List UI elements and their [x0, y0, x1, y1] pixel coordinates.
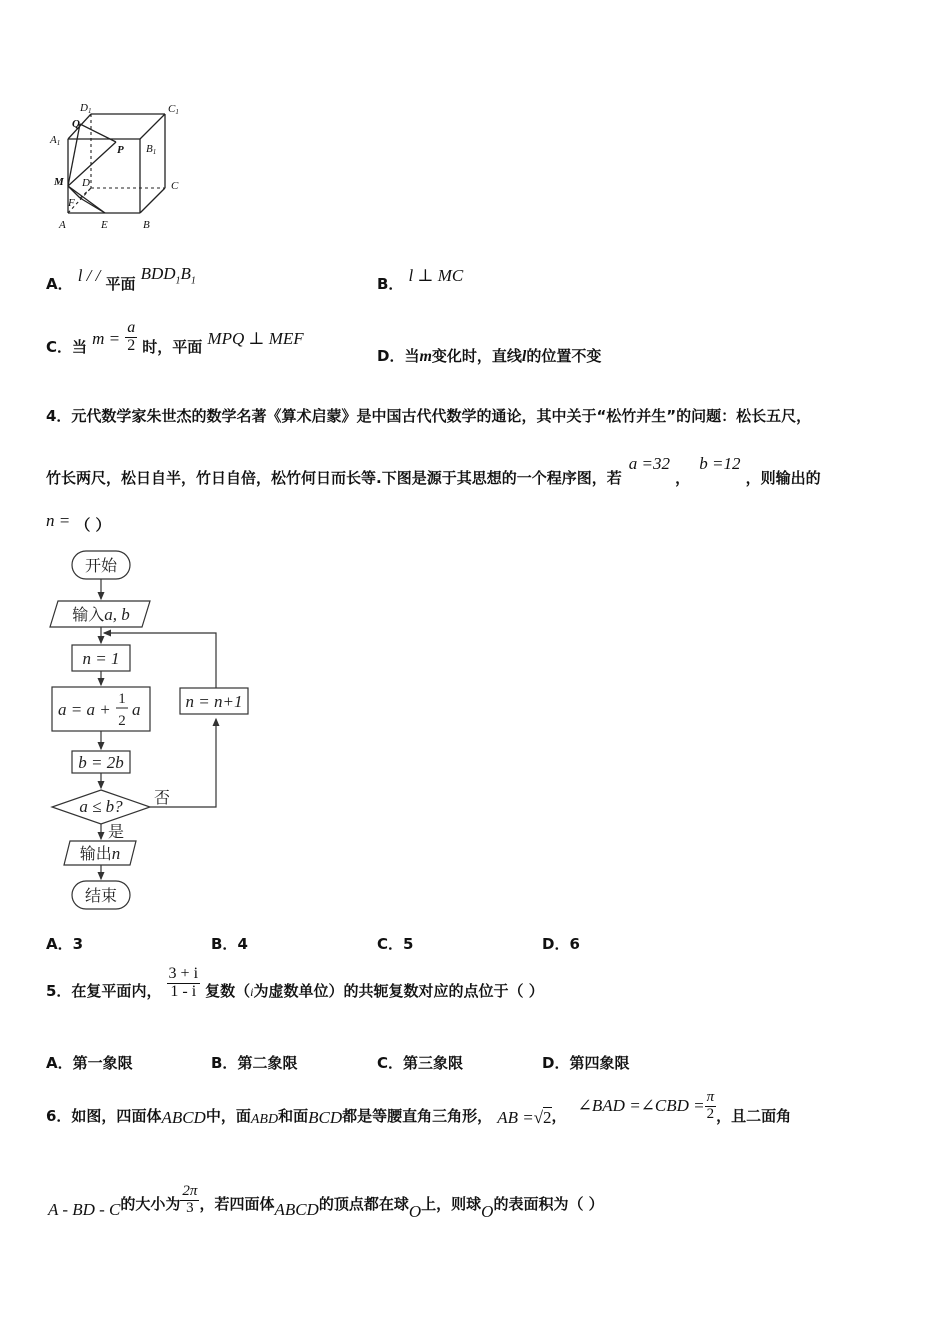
flow-condition-label: a ≤ b?: [79, 797, 123, 816]
flow-yes-label: 是: [108, 822, 125, 841]
q4-option-c: C．5: [377, 935, 414, 953]
q4-line3: n = （ ）: [46, 511, 111, 534]
flow-assign-a-rhs: a: [132, 700, 141, 719]
label-a: A: [59, 219, 66, 231]
flow-loop-back-line: [104, 633, 216, 688]
line-f-d-hidden: [80, 188, 91, 198]
q4-option-b: B．4: [211, 935, 248, 953]
q5-option-b: B．第二象限: [211, 1054, 298, 1072]
flow-assign-a-den: 2: [118, 713, 126, 729]
edge-b1-c1: [140, 114, 165, 139]
label-m: M: [54, 176, 64, 188]
label-b1: B1: [146, 143, 157, 156]
flow-no-label: 否: [154, 788, 171, 807]
cube-figure: [44, 96, 194, 236]
label-e: E: [101, 219, 108, 231]
edge-b-c: [140, 188, 165, 213]
label-b: B: [143, 219, 150, 231]
flow-assign-a-num: 1: [118, 691, 126, 707]
q4-line2: 竹长两尺，松日自半，竹日自倍，松竹何日而长等.下图是源于其思想的一个程序图，若 a =32 ， b =12 ，则输出的: [46, 454, 821, 487]
q6-line1: 6．如图，四面体ABCD中，面ABD和面BCD都是等腰直角三角形， AB =√2， ∠BAD =∠CBD = $\frac{\pi}{2}$ ，且二面角: [46, 1089, 792, 1127]
label-c: C: [171, 180, 179, 192]
q5-option-c: C．第三象限: [377, 1054, 464, 1072]
flow-end-label: 结束: [84, 886, 118, 905]
q3-option-a: A． l / / 平面 $BDD_1B_1$: [46, 264, 196, 293]
flow-assign-b-label: b = 2b: [78, 753, 124, 772]
flow-assign-a-lhs: a = a +: [58, 700, 111, 719]
q5-option-a: A．第一象限: [46, 1054, 133, 1072]
flow-input-label: 输入a, b: [72, 605, 130, 624]
label-p: P: [117, 144, 124, 156]
flow-output-label: 输出n: [79, 844, 121, 863]
flow-init-label: n = 1: [82, 649, 120, 668]
flowchart: [44, 545, 259, 915]
q4-line1: 4．元代数学家朱世杰的数学名著《算术启蒙》是中国古代代数学的通论，其中关于“松竹并生”的问题：松长五尺，: [46, 407, 812, 425]
label-q: Q: [72, 118, 80, 130]
flow-start-label: 开始: [84, 556, 118, 575]
q3-option-c: C．当 m = $\frac{a}{2}$ 时，平面 MPQ ⊥ MEF: [46, 319, 304, 356]
flow-increment-label: n = n+1: [185, 692, 243, 711]
q4-option-a: A．3: [46, 935, 84, 953]
q5-question: 5．在复平面内， $\frac{3 + i}{1 - i}$ 复数（$_i$为虚数单位）的共轭复数对应的点位于（ ）: [46, 965, 544, 1000]
label-a1: A1: [50, 134, 61, 147]
q3-option-b: B． l ⊥ MC: [377, 266, 464, 293]
q4-option-d: D．6: [542, 935, 580, 953]
line-f-e: [80, 198, 105, 213]
label-d: D: [82, 177, 90, 189]
q3-option-d: D．当m变化时，直线l的位置不变: [377, 347, 602, 365]
q5-option-d: D．第四象限: [542, 1054, 630, 1072]
label-c1: C1: [168, 103, 179, 116]
label-d1: D1: [80, 102, 92, 115]
q6-line2: A - BD - C的大小为 $\frac{2\pi}{3}$ ，若四面体ABCD的顶点都在球O上，则球O的表面积为（ ）: [48, 1183, 604, 1221]
label-f: F: [68, 197, 75, 209]
